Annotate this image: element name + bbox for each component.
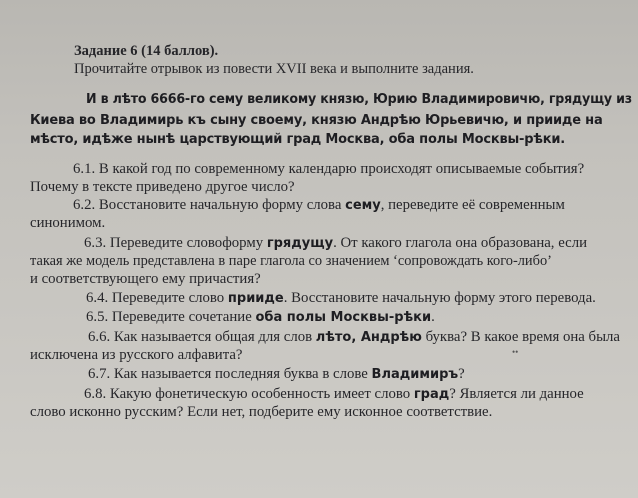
question-6-3-cont-1: такая же модель представлена в паре глагола со значением ‘сопровождать кого-либо’ (30, 253, 552, 269)
q-text: 6.5. Переведите сочетание (86, 309, 256, 325)
excerpt-line-3: мѣсто, идѣже нынѣ царствующий град Москва, оба полы Москвы-рѣки. (30, 132, 565, 147)
q-text: буква? В какое время она была (421, 329, 620, 345)
church-slavonic-word: град (413, 387, 450, 402)
q-text: . От какого глагола она образована, если (333, 235, 588, 251)
excerpt-line-1: И в лѣто 6666-го сему великому князю, Юрию Владимировичю, грядущу из (86, 92, 632, 107)
question-6-2-cont: синонимом. (30, 215, 106, 231)
question-6-1-cont: Почему в тексте приведено другое число? (30, 179, 295, 195)
question-6-6 (88, 330, 620, 345)
q-text: , переведите её современным (380, 197, 565, 213)
church-slavonic-word: Владимиръ (371, 367, 459, 382)
question-6-8-cont: слово исконно русским? Если нет, подберите ему исконное соответствие. (30, 404, 493, 420)
question-6-7 (88, 367, 465, 382)
q-text: 6.6. Как называется общая для слов (88, 329, 316, 345)
church-slavonic-word: грядущу (266, 236, 334, 251)
q-text: 6.8. Какую фонетическую особенность имеет слово (84, 386, 414, 402)
q-text: . (431, 309, 435, 325)
question-6-8 (84, 387, 584, 402)
question-6-5 (86, 310, 435, 325)
task-title: Задание 6 (14 баллов). (74, 43, 219, 59)
question-6-4 (86, 291, 596, 306)
q-text: ? (458, 366, 465, 382)
church-slavonic-word: прииде (227, 291, 284, 306)
task-instruction: Прочитайте отрывок из повести XVII века и выполните задания. (74, 61, 474, 77)
q-text: ? Является ли данное (449, 386, 584, 402)
q-text: 6.2. Восстановите начальную форму слова (73, 197, 346, 213)
question-6-3 (84, 236, 587, 251)
church-slavonic-word: сему (345, 198, 381, 213)
q-text: 6.7. Как называется последняя буква в слове (88, 366, 372, 382)
q-text: 6.3. Переведите словоформу (84, 235, 267, 251)
question-6-3-cont-2: и соответствующего ему причастия? (30, 271, 261, 287)
church-slavonic-phrase: оба полы Москвы-рѣки (255, 310, 432, 325)
question-6-1: 6.1. В какой год по современному календарю происходят описываемые события? (73, 161, 585, 177)
margin-mark: •• (512, 347, 519, 357)
q-text: 6.4. Переведите слово (86, 290, 228, 306)
question-6-2 (73, 198, 565, 213)
excerpt-line-2: Киева во Владимирь къ сыну своему, князю Андрѣю Юрьевичю, и прииде на (30, 113, 603, 128)
church-slavonic-words: лѣто, Андрѣю (315, 330, 422, 345)
question-6-6-cont: исключена из русского алфавита? (30, 347, 243, 363)
q-text: . Восстановите начальную форму этого перевода. (283, 290, 596, 306)
